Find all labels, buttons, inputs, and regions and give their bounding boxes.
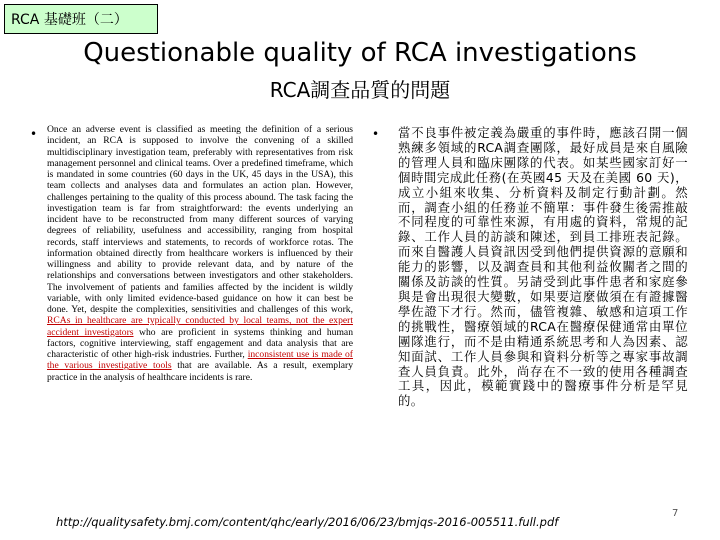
course-tag: RCA 基礎班（二）	[4, 4, 158, 34]
bullet-english: •	[30, 127, 38, 141]
english-paragraph	[47, 124, 353, 383]
chinese-paragraph: 當不良事件被定義為嚴重的事件時，應該召開一個熟練多領域的RCA調查團隊，最好成員是來自風險的管理人員和臨床團隊的代表。如某些國家訂好一個時間完成此任務(在英國45 天及在美國 60 天)，成立小組來收集、分析資料及制定行動計劃。然而，調查小組的任務並不簡單：事件發生後需推敲不同程度的可靠性來源，有用處的資料，常規的記錄、工作人員的訪談和陳述，到員工排班表記錄。而來自醫護人員資訊因受到他們提供資源的意願和能力的影響，以及調查員和其他利益攸關者之間的關係及訪談的性質。另請受到此事件患者和家庭參與是會出現很大變數，如果要這麼做須在有證據醫學佐證下才行。然而，儘管複雜、敏感和這項工作的挑戰性，醫療領域的RCA在醫療保健通常由單位團隊進行，而不是由精通系統思考和人為因素、認知面試、工作人員參與和資料分析等之專家事故調查人員負責。此外，尚存在不一致的使用各種調查工具，因此，模範實踐中的醫療事件分析是罕見的。	[398, 125, 688, 409]
slide-title: Questionable quality of RCA investigations	[83, 38, 637, 68]
english-highlight-tools: inconsistent use is made of the various investigative tools	[47, 349, 353, 372]
english-text-part1: Once an adverse event is classified as meeting the definition of a serious incident, an RCA is supposed to involve the convening of a skilled multidisciplinary investigation team, preferably with representatives from risk management personnel and clinical teams. Over a predefined timeframe, which is mandated in some countries (60 days in the UK, 45 days in the USA), this team collects and analyses data and formulates an action plan. However, challenges pertaining to the quality of this process abound. The task facing the investigation team is far from straightforward: the events underlying an incident have to be reconstructed from many different sources of varying degrees of reliability, usefulness and accessibility, ranging from hospital records, staff interviews and statements, to records of workforce rotas. The information obtained directly from healthcare workers is influenced by their willingness and ability to provide relevant data, and by nature of the relationships and conversations between investigators and other stakeholders. The involvement of patients and families affected by the incident is wildly variable, with only limited evidence-based guidance on how it can best be done. Yet, despite the complexities, sensitivities and challenges of this work,	[47, 124, 353, 315]
bullet-chinese: •	[372, 127, 380, 141]
english-text-part2: who are proficient in systems thinking and human factors, cognitive interviewing, staff engagement and data analysis that are characteristic of other high-risk industries. Further,	[47, 326, 353, 360]
source-url[interactable]: http://qualitysafety.bmj.com/content/qhc/early/2016/06/23/bmjqs-2016-005511.full.pdf	[56, 515, 559, 529]
english-highlight-local-teams: RCAs in healthcare are typically conducted by local teams, not the expert accident investigators	[47, 315, 353, 338]
slide-subtitle: RCA調查品質的問題	[269, 78, 451, 102]
page-number: 7	[672, 508, 679, 519]
english-text-part3: that are available. As a result, exemplary practice in the analysis of healthcare incidents is rare.	[47, 360, 353, 383]
